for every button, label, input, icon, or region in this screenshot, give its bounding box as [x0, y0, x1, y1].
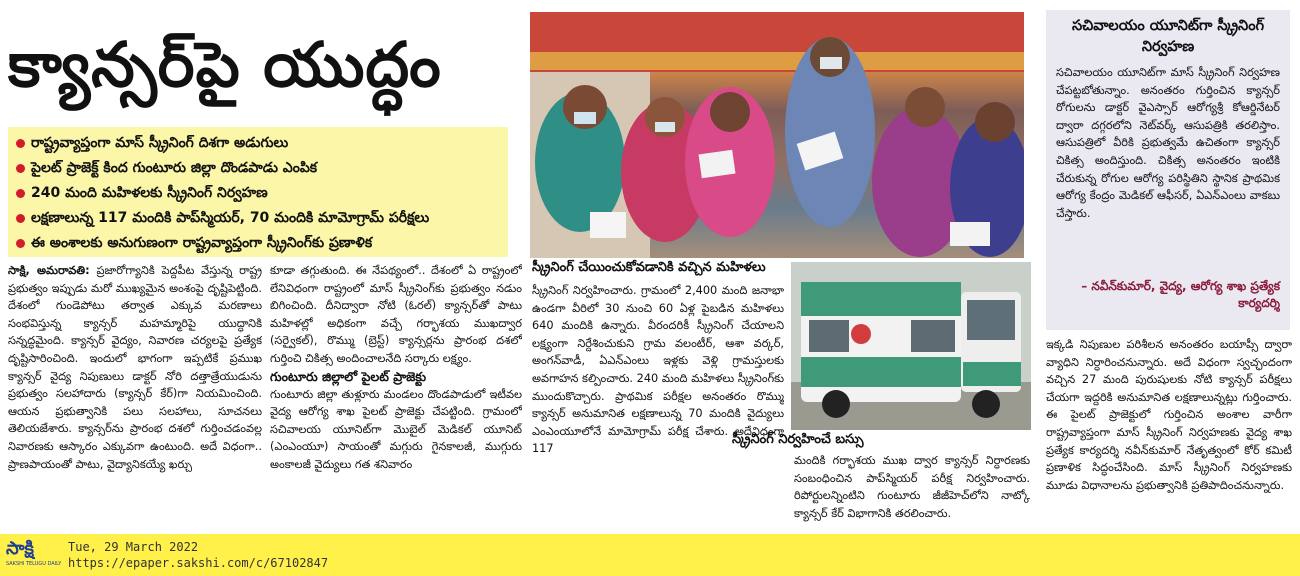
- bullet-dot-icon: [16, 214, 25, 223]
- highlight-bullets: [8, 127, 508, 257]
- bullet-dot-icon: [16, 239, 25, 248]
- bullet-dot-icon: [16, 164, 25, 173]
- article-column-5: [1046, 336, 1292, 530]
- quote-byline: – నవీన్‌కుమార్, వైద్య, ఆరోగ్య శాఖ ప్రత్యేక కార్యదర్శి: [1081, 279, 1280, 310]
- publication-date: Tue, 29 March 2022: [68, 540, 199, 554]
- subheading: గుంటూరు జిల్లాలో పైలట్ ప్రాజెక్టు: [270, 368, 427, 384]
- article-text: స్క్రీనింగ్ నిర్వహించారు. గ్రామంలో 2,400 మంది జనాభా ఉండగా వీరిలో 30 నుంచి 60 ఏళ్ల పైబడిన మహిళలు 640 మందికి ఉన్నారు. వీరందరికీ స్క్రీనింగ్ చేయాలని లక్ష్యంగా నిర్దేశించుకుని గ్రామ వలంటీర్, ఆశా వర్కర్, అంగన్‌వాడీ, ఏఎన్‌ఎంలు ఇళ్లకు వెళ్లి గ్రామస్తులకు అవగాహన కల్పించారు. 240 మంది మహిళలు స్క్రీనింగ్‌కు ముందుకొచ్చారు. ప్రాథమిక పరీక్షల అనంతరం రొమ్ము క్యాన్సర్ అనుమానిత లక్షణాలున్న 70 మందికి వైద్యులు ఎంఎంయూలోనే మామోగ్రామ్ పరీక్ష చేశారు. అదేవిధంగా 117: [532, 284, 784, 456]
- bullet-dot-icon: [16, 189, 25, 198]
- quote-box-title: సచివాలయం యూనిట్‌గా స్క్రీనింగ్ నిర్వహణ: [1071, 18, 1265, 55]
- screening-bus-photo: [791, 262, 1031, 430]
- sakshi-logo: [6, 538, 62, 573]
- photo-caption: స్క్రీనింగ్ నిర్వహించే బస్సు: [732, 432, 864, 447]
- bullet-item: ఈ అంశాలకు అనుగుణంగా రాష్ట్రవ్యాప్తంగా స్క్రీనింగ్‌కు ప్రణాళిక: [16, 231, 500, 256]
- epaper-url[interactable]: https://epaper.sakshi.com/c/67102847: [68, 556, 329, 570]
- article-text: మందికి గర్భాశయ ముఖ ద్వార క్యాన్సర్ నిర్ధారణకు సంబంధించిన పాప్‌స్మియర్ పరీక్ష నిర్వహించారు. రిపోర్టులన్నింటిని గుంటూరు జీజీహెచ్‌లోని నాట్కో క్యాన్సర్ కేర్ విభాగానికి తరలించారు.: [794, 454, 1030, 520]
- logo-subtext: SAKSHI TELUGU DAILY: [6, 561, 62, 567]
- women-screening-photo: [530, 12, 1024, 258]
- bullet-item: పైలట్ ప్రాజెక్ట్ కింద గుంటూరు జిల్లా దొండపాడు ఎంపిక: [16, 156, 500, 181]
- bullet-item: 240 మంది మహిళలకు స్క్రీనింగ్ నిర్వహణ: [16, 181, 500, 206]
- bullet-item: రాష్ట్రవ్యాప్తంగా మాస్ స్క్రీనింగ్ దిశగా అడుగులు: [16, 131, 500, 156]
- article-column-4: [794, 452, 1030, 530]
- dateline: సాక్షి, అమరావతి:: [8, 264, 90, 277]
- article-text: ఇక్కడి నిపుణుల పరిశీలన అనంతరం బయాప్సీ ద్వారా వ్యాధిని నిర్ధారించనున్నారు. అదే విధంగా స్వచ్ఛందంగా వచ్చిన 27 మంది పురుషులకు నోటి క్యాన్సర్ పరీక్షలు చేయగా ఇద్దరికి అనుమానిత లక్షణాలున్నట్లు గుర్తించారు. ఈ పైలట్ ప్రాజెక్టులో గుర్తించిన అంశాల వారీగా రాష్ట్రవ్యాప్తంగా మాస్ స్క్రీనింగ్ నిర్వహణకు వైద్య శాఖ ప్రత్యేక కార్యదర్శి నవీన్‌కుమార్ నేతృత్వంలో కోర్ కమిటీ ప్రణాళిక సిద్ధంచేసింది. మాస్ స్క్రీనింగ్ నిర్వహణకు మూడు విధానాలను ప్రభుత్వానికి ప్రతిపాదించనున్నారు.: [1046, 338, 1292, 492]
- headline: క్యాన్సర్‌పై యుద్ధం: [8, 28, 442, 101]
- article-column-2: [270, 262, 522, 530]
- article-text: గుంటూరు జిల్లా తుళ్లూరు మండలం దొండపాడులో ఇటీవల వైద్య ఆరోగ్య శాఖ పైలట్ ప్రాజెక్టు చేపట్టింది. గ్రామంలో సచివాలయ యూనిట్‌గా మొబైల్ మెడికల్ యూనిట్ (ఎంఎంయూ) సాయంతో మగ్గురు గైనకాలజీ, ముగ్గురు అంకాలజీ వైద్యులు గత శనివారం: [270, 387, 522, 471]
- bullet-dot-icon: [16, 139, 25, 148]
- logo-text: సాక్షి: [6, 538, 34, 559]
- article-text: ప్రజారోగ్యానికి పెద్దపీట వేస్తున్న రాష్ట్ర ప్రభుత్వం ఇప్పుడు మరో ముఖ్యమైన అంశంపై దృష్టిపెట్టింది. దేశంలో గుండెపోటు తర్వాత ఎక్కువ మరణాలు సంభవిస్తున్న క్యాన్సర్ మహమ్మారిపై యుద్ధానికి సన్నద్ధమైంది. క్యాన్సర్ వైద్యం, నివారణ చర్యలపై ప్రత్యేక దృష్టిసారించింది. ఇందులో భాగంగా ఇప్పటికే ప్రముఖ క్యాన్సర్ వైద్య నిపుణులు డాక్టర్ నోరి దత్తాత్రేయుడును ప్రభుత్వం సలహాదారు (క్యాన్సర్ కేర్)గా నియమించింది. ఆయన ప్రభుత్వానికి పలు సలహాలు, సూచనలు తెలియజేశారు. క్యాన్సర్‌ను ప్రారంభ దశలో గుర్తించడంవల్ల నివారణకు ఆస్కారం ఎక్కువగా ఉంటుంది. అదే విధంగా.. ప్రాణపాయంతో పాటు, వైద్యానికయ్యే ఖర్చు: [8, 264, 262, 471]
- bullet-item: లక్షణాలున్న 117 మందికి పాప్‌స్మియర్, 70 మందికి మామోగ్రామ్ పరీక్షలు: [16, 206, 500, 231]
- article-column-1: [8, 262, 262, 530]
- article-text: కూడా తగ్గుతుంది. ఈ నేపథ్యంలో.. దేశంలో ఏ రాష్ట్రంలో లేనివిధంగా రాష్ట్రంలో మాస్ స్క్రీనింగ్‌కు ప్రభుత్వం నడుం బిగించింది. దీనిద్వారా నోటి (ఓరల్) క్యాన్సర్‌తో పాటు మహిళల్లో అధికంగా వచ్చే గర్భాశయ ముఖద్వార (సర్వైకల్), రొమ్ము (బ్రెస్ట్) క్యాన్సర్లను ప్రారంభ దశలో గుర్తించి చికిత్స అందించాలనేది సర్కారు లక్ష్యం.: [270, 264, 522, 365]
- photo-caption: స్క్రీనింగ్ చేయించుకోవడానికి వచ్చిన మహిళలు: [532, 260, 766, 275]
- official-quote-box: [1046, 10, 1290, 330]
- article-column-3: [532, 282, 784, 530]
- quote-text: సచివాలయం యూనిట్‌గా మాస్ స్క్రీనింగ్ నిర్వహణ చేపట్టబోతున్నాం. అనంతరం గుర్తించిన క్యాన్సర్ రోగులను డాక్టర్ వైఎస్సార్ ఆరోగ్యశ్రీ కోఆర్డినేటర్ ద్వారా దగ్గరలోని నెట్‌వర్క్ ఆసుపత్రికి తరలిస్తాం. ఆసుపత్రిలో వీరికి ప్రభుత్వమే ఉచితంగా క్యాన్సర్ చికిత్స అందిస్తుంది. చికిత్స అనంతరం ఇంటికి చేరుకున్న రోగుల ఆరోగ్య పరిస్థితిని స్థానిక ప్రాథమిక ఆరోగ్య కేంద్రం మెడికల్ ఆఫీసర్, ఏఎన్‌ఎంలు వాకబు చేస్తారు.: [1056, 66, 1280, 220]
